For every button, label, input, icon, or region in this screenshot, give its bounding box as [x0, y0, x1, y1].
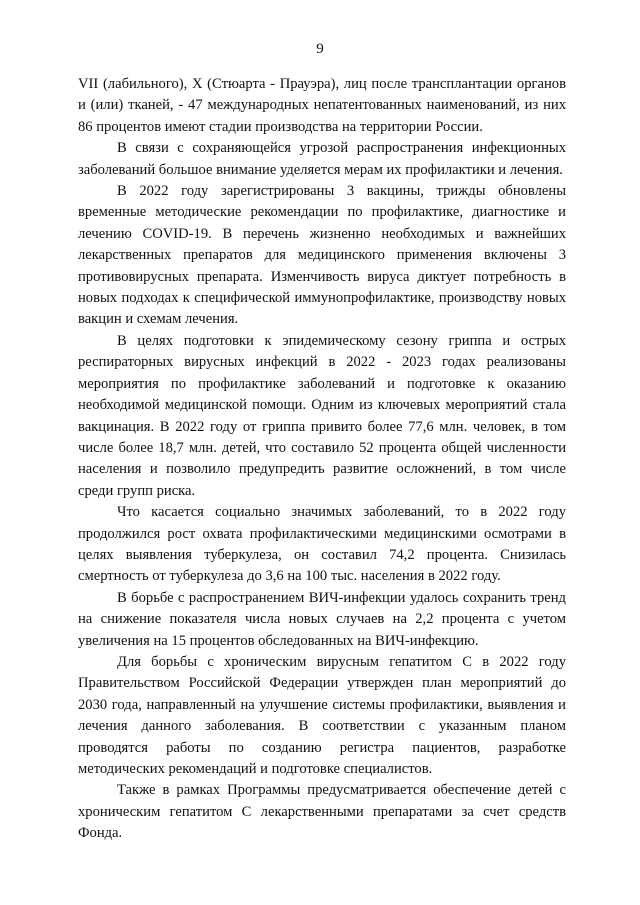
- paragraph-infection-prevention: В связи с сохраняющейся угрозой распространения инфекционных заболеваний большое внимание уделяется мерам их профилактики и лечения.: [78, 140, 566, 178]
- page-number: 9: [316, 41, 324, 57]
- document-body: [78, 74, 566, 845]
- paragraph-covid-vaccines: В 2022 году зарегистрированы 3 вакцины, трижды обновлены временные методические рекомендации по профилактике, диагностике и лечению COVID-19. В перечень жизненно необходимых и важнейших лекарственных препаратов для медицинского применения включены 3 противовирусных препарата. Изменчивость вируса диктует потребность в новых подходах к специфической иммунопрофилактике, производству новых вакцин и схемам лечения.: [78, 183, 566, 328]
- paragraph-continuation: VII (лабильного), X (Стюарта - Прауэра), лиц после трансплантации органов и (или) тканей, - 47 международных непатентованных наименований, из них 86 процентов имеют стадии производства на территории России.: [78, 76, 566, 135]
- paragraph-hiv: В борьбе с распространением ВИЧ-инфекции удалось сохранить тренд на снижение показателя числа новых случаев на 2,2 процента с учетом увеличения на 15 процентов обследованных на ВИЧ-инфекцию.: [78, 589, 566, 649]
- paragraph-children-hepatitis-c: Также в рамках Программы предусматривается обеспечение детей с хроническим гепатитом С лекарственными препаратами за счет средств Фонда.: [78, 782, 566, 842]
- paragraph-influenza-season: В целях подготовки к эпидемическому сезону гриппа и острых респираторных вирусных инфекций в 2022 - 2023 годах реализованы мероприятия по профилактике заболеваний и подготовке к оказанию необходимой медицинской помощи. Одним из ключевых мероприятий стала вакцинация. В 2022 году от гриппа привито более 77,6 млн. человек, в том числе более 18,7 млн. детей, что составило 52 процента общей численности населения и позволило предупредить развитие осложнений, в том числе среди групп риска.: [78, 332, 566, 499]
- paragraph-tuberculosis: Что касается социально значимых заболеваний, то в 2022 году продолжился рост охвата профилактическими медицинскими осмотрами в целях выявления туберкулеза, он составил 74,2 процента. Снизилась смертность от туберкулеза до 3,6 на 100 тыс. населения в 2022 году.: [78, 504, 566, 585]
- paragraph-hepatitis-c-plan: Для борьбы с хроническим вирусным гепатитом С в 2022 году Правительством Российской Федерации утвержден план мероприятий до 2030 года, направленный на улучшение системы профилактики, выявления и лечения данного заболевания. В соответствии с указанным планом проводятся работы по созданию регистра пациентов, разработке методических рекомендаций и подготовке специалистов.: [78, 653, 566, 777]
